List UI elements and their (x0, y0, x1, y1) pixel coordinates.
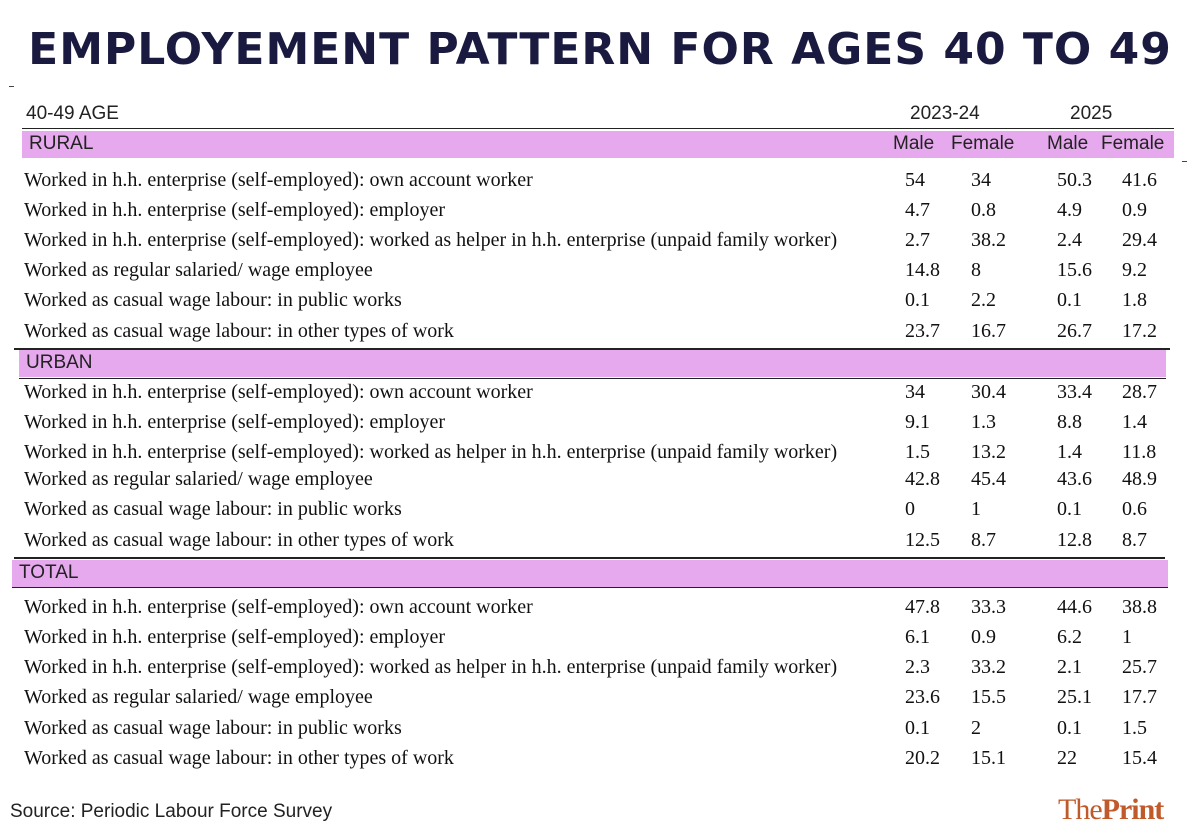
row-label: Worked as regular salaried/ wage employee (24, 468, 373, 490)
row-label: Worked in h.h. enterprise (self-employed): own account worker (24, 169, 533, 191)
section-header-total (12, 560, 1168, 587)
table-cell: 13.2 (971, 441, 1006, 463)
table-cell: 0.1 (1057, 498, 1082, 520)
table-cell: 9.2 (1122, 259, 1147, 281)
row-label: Worked as casual wage labour: in public works (24, 289, 402, 311)
table-cell: 48.9 (1122, 468, 1157, 490)
table-cell: 8.7 (1122, 529, 1147, 551)
table-cell: 54 (905, 169, 925, 191)
table-cell: 4.7 (905, 199, 930, 221)
row-label: Worked in h.h. enterprise (self-employed): employer (24, 626, 446, 648)
year-header-2025: 2025 (1070, 103, 1113, 124)
row-label: Worked as regular salaried/ wage employee (24, 259, 373, 281)
row-label: Worked as casual wage labour: in public works (24, 498, 402, 520)
table-cell: 1.5 (905, 441, 930, 463)
table-cell: 0.1 (905, 717, 930, 739)
row-label: Worked in h.h. enterprise (self-employed): worked as helper in h.h. enterprise (unpaid family worker) (24, 229, 838, 251)
table-cell: 28.7 (1122, 381, 1157, 403)
row-label: Worked in h.h. enterprise (self-employed): worked as helper in h.h. enterprise (unpaid family worker) (24, 656, 838, 678)
table-cell: 23.6 (905, 686, 940, 708)
table-cell: 15.4 (1122, 747, 1157, 769)
table-cell: 44.6 (1057, 596, 1092, 618)
table-cell: 33.4 (1057, 381, 1092, 403)
table-cell: 2.1 (1057, 656, 1082, 678)
table-cell: 1 (971, 498, 981, 520)
age-group-label: 40-49 AGE (26, 103, 119, 124)
table-cell: 22 (1057, 747, 1077, 769)
table-cell: 45.4 (971, 468, 1006, 490)
section-header-urban (19, 350, 1166, 377)
table-cell: 26.7 (1057, 320, 1092, 342)
section-name: TOTAL (19, 562, 79, 583)
table-cell: 42.8 (905, 468, 940, 490)
table-cell: 25.1 (1057, 686, 1092, 708)
table-cell: 34 (905, 381, 925, 403)
table-cell: 12.5 (905, 529, 940, 551)
table-cell: 2.3 (905, 656, 930, 678)
table-cell: 15.1 (971, 747, 1006, 769)
table-cell: 8.7 (971, 529, 996, 551)
table-cell: 8 (971, 259, 981, 281)
table-cell: 12.8 (1057, 529, 1092, 551)
row-label: Worked in h.h. enterprise (self-employed): employer (24, 411, 446, 433)
section-divider (14, 557, 1165, 559)
table-cell: 17.2 (1122, 320, 1157, 342)
table-cell: 0.9 (1122, 199, 1147, 221)
rule-line (19, 378, 1166, 379)
table-cell: 30.4 (971, 381, 1006, 403)
row-label: Worked as casual wage labour: in other types of work (24, 747, 454, 769)
year-header-2023-24: 2023-24 (910, 103, 980, 124)
row-label: Worked in h.h. enterprise (self-employed): own account worker (24, 596, 533, 618)
table-cell: 1.8 (1122, 289, 1147, 311)
table-cell: 23.7 (905, 320, 940, 342)
table-cell: 2.2 (971, 289, 996, 311)
table-cell: 43.6 (1057, 468, 1092, 490)
table-cell: 8.8 (1057, 411, 1082, 433)
table-cell: 14.8 (905, 259, 940, 281)
table-cell: 1 (1122, 626, 1132, 648)
section-name: RURAL (29, 133, 94, 154)
row-label: Worked as casual wage labour: in other types of work (24, 529, 454, 551)
column-header-female: Female (1101, 133, 1165, 154)
row-label: Worked in h.h. enterprise (self-employed): worked as helper in h.h. enterprise (unpaid family worker) (24, 441, 838, 463)
row-label: Worked as casual wage labour: in other types of work (24, 320, 454, 342)
theprint-logo: ThePrint (1058, 793, 1164, 826)
table-cell: 1.3 (971, 411, 996, 433)
table-cell: 0.6 (1122, 498, 1147, 520)
source-note: Source: Periodic Labour Force Survey (10, 801, 333, 822)
table-cell: 34 (971, 169, 991, 191)
table-cell: 17.7 (1122, 686, 1157, 708)
section-name: URBAN (26, 352, 93, 373)
table-cell: 6.2 (1057, 626, 1082, 648)
table-cell: 20.2 (905, 747, 940, 769)
table-cell: 38.2 (971, 229, 1006, 251)
table-cell: 16.7 (971, 320, 1006, 342)
table-cell: 2.4 (1057, 229, 1082, 251)
table-cell: 2 (971, 717, 981, 739)
table-cell: 0.1 (1057, 289, 1082, 311)
table-cell: 29.4 (1122, 229, 1157, 251)
table-cell: 25.7 (1122, 656, 1157, 678)
column-header-male: Male (1047, 133, 1089, 154)
table-cell: 33.3 (971, 596, 1006, 618)
row-label: Worked as casual wage labour: in public works (24, 717, 402, 739)
table-cell: 1.4 (1057, 441, 1082, 463)
chart-title: EMPLOYEMENT PATTERN FOR AGES 40 TO 49 (28, 24, 1172, 75)
rule-line (22, 128, 1174, 129)
table-cell: 47.8 (905, 596, 940, 618)
row-label: Worked in h.h. enterprise (self-employed): own account worker (24, 381, 533, 403)
column-header-male: Male (893, 133, 935, 154)
column-header-female: Female (951, 133, 1015, 154)
table-cell: 4.9 (1057, 199, 1082, 221)
table-cell: 0.1 (1057, 717, 1082, 739)
table-cell: 9.1 (905, 411, 930, 433)
table-cell: 15.6 (1057, 259, 1092, 281)
row-label: Worked in h.h. enterprise (self-employed): employer (24, 199, 446, 221)
table-cell: 33.2 (971, 656, 1006, 678)
rule-line (12, 587, 1168, 588)
table-cell: 0.8 (971, 199, 996, 221)
table-cell: 1.4 (1122, 411, 1147, 433)
table-cell: 2.7 (905, 229, 930, 251)
table-cell: 0.1 (905, 289, 930, 311)
table-cell: 11.8 (1122, 441, 1157, 463)
corner-mark (9, 86, 14, 87)
table-cell: 41.6 (1122, 169, 1157, 191)
table-cell: 0 (905, 498, 915, 520)
table-cell: 0.9 (971, 626, 996, 648)
table-cell: 50.3 (1057, 169, 1092, 191)
table-cell: 15.5 (971, 686, 1006, 708)
corner-mark (1182, 161, 1187, 162)
table-cell: 1.5 (1122, 717, 1147, 739)
row-label: Worked as regular salaried/ wage employee (24, 686, 373, 708)
table-cell: 6.1 (905, 626, 930, 648)
table-cell: 38.8 (1122, 596, 1157, 618)
